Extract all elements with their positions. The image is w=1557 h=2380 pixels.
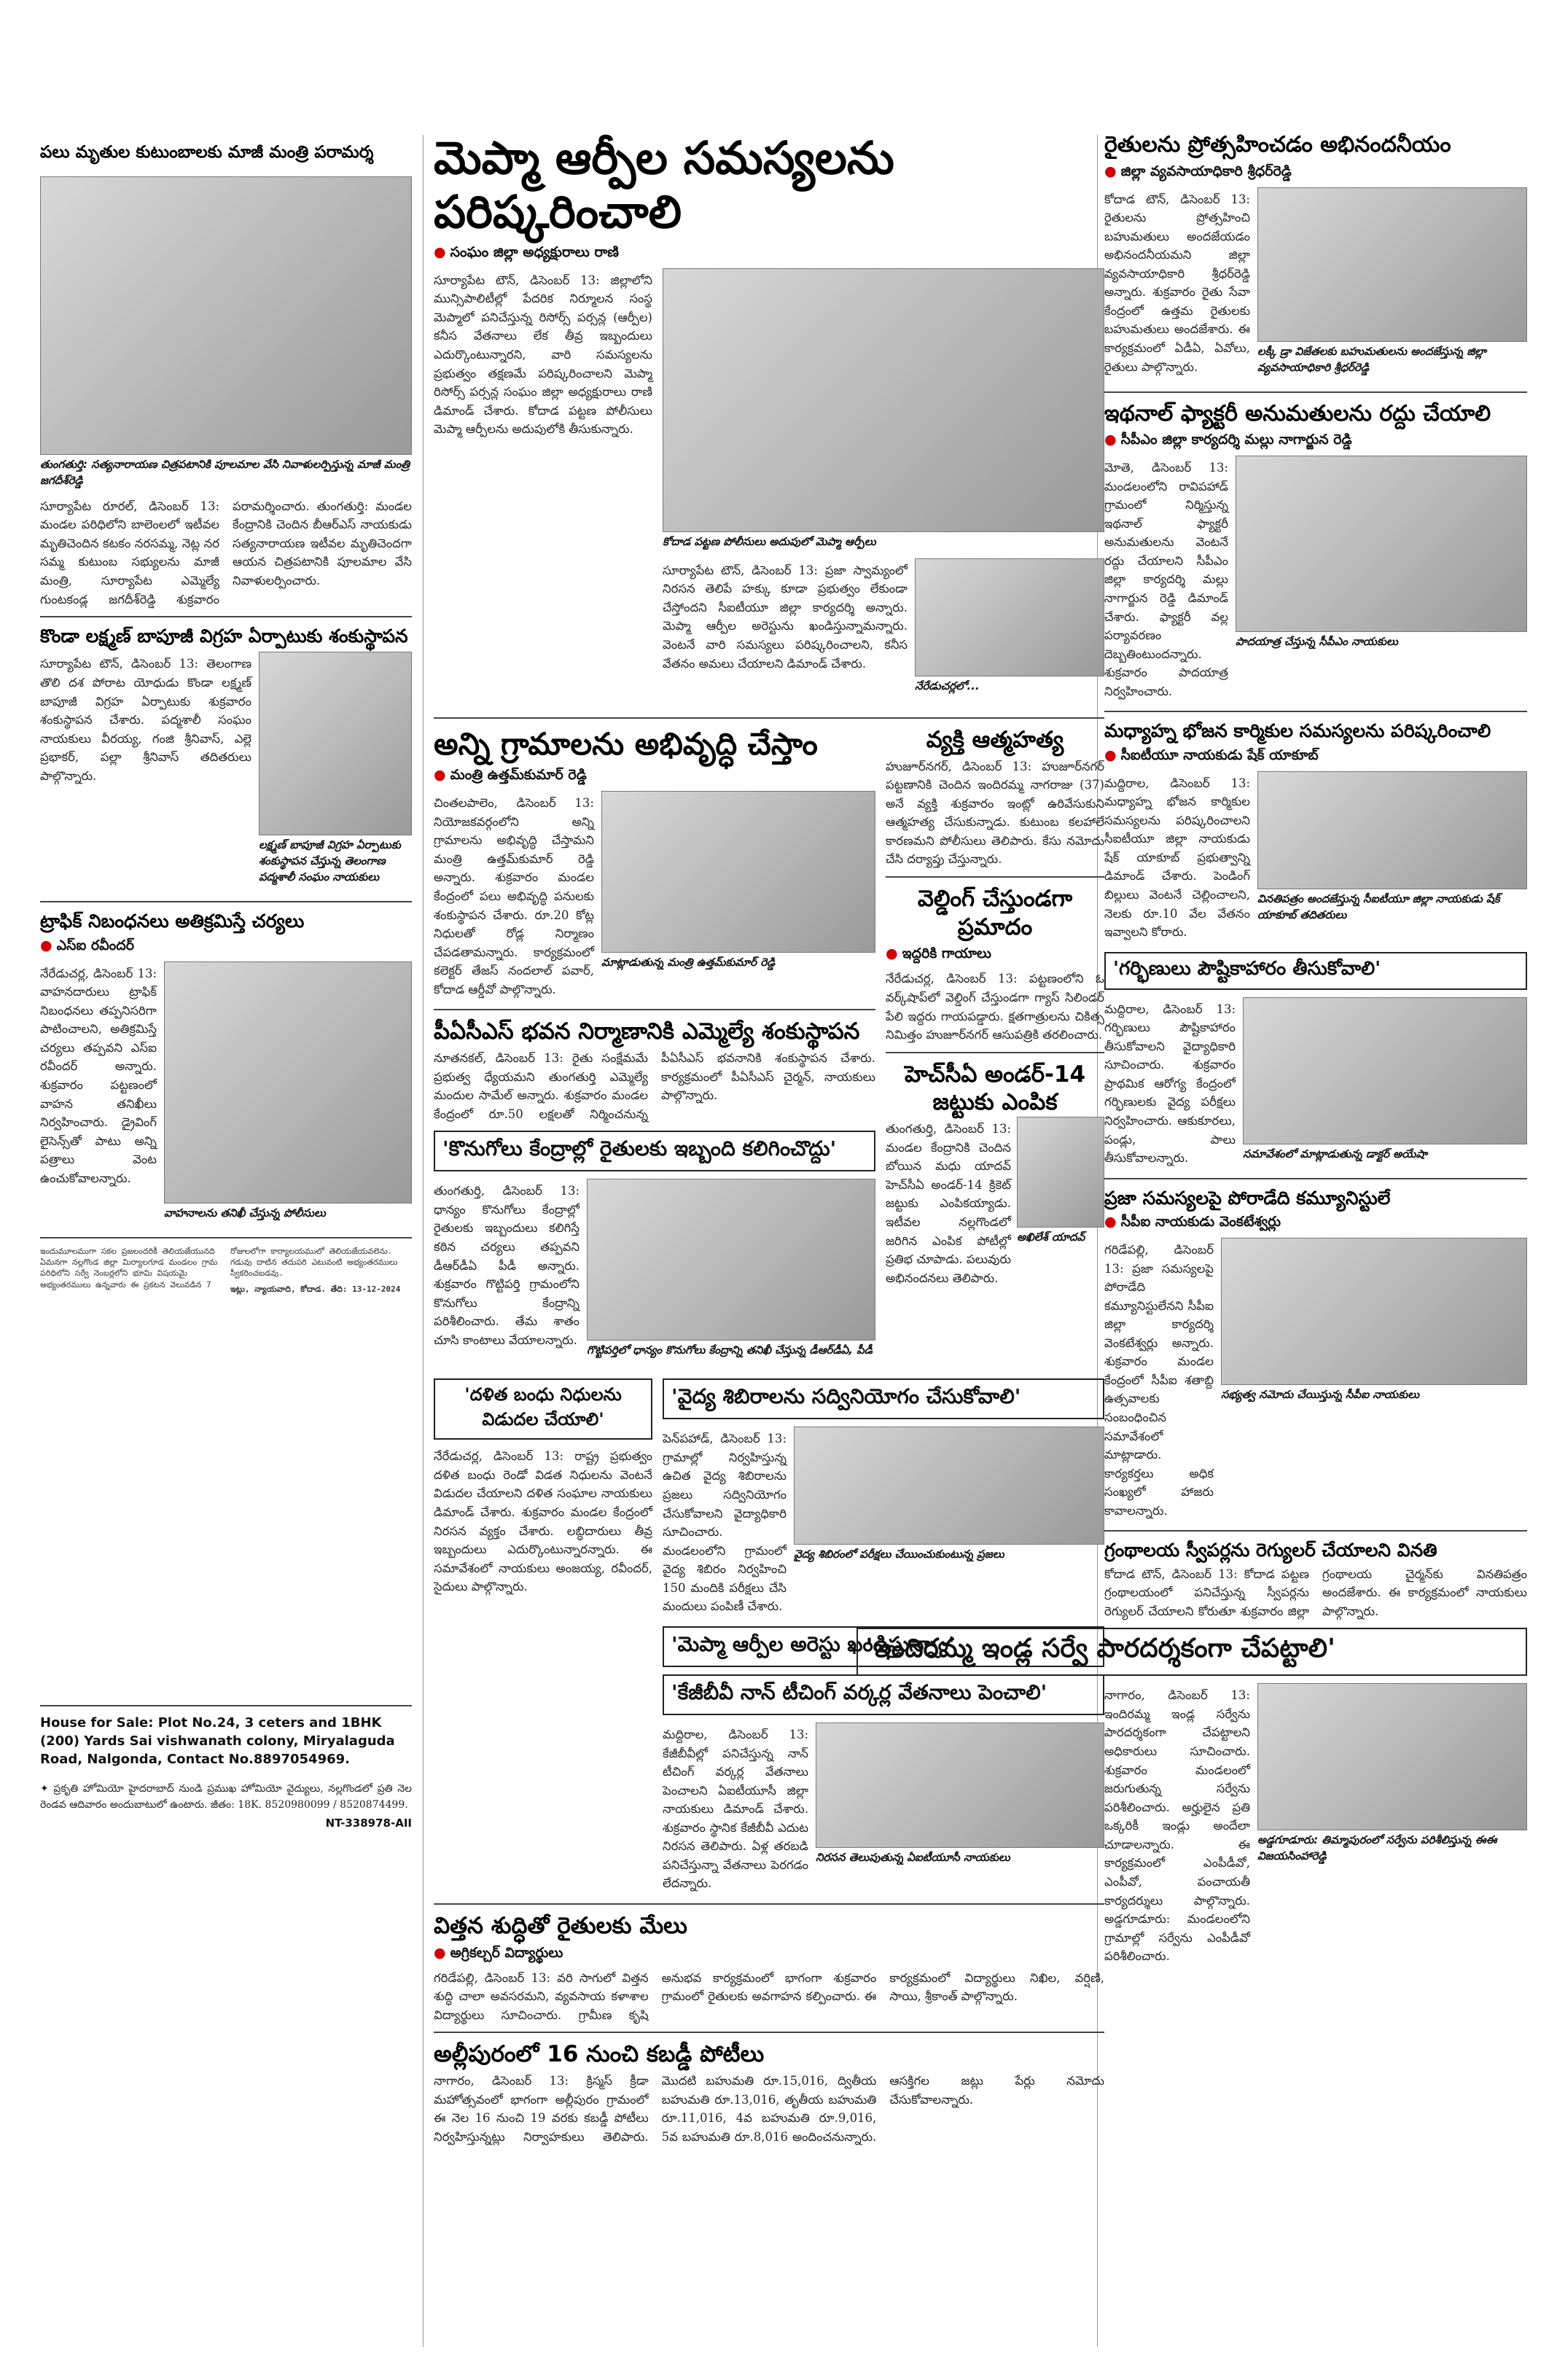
story-body: నేరేడుచర్ల, డిసెంబర్‌ 13: రాష్ట్ర ప్రభుత్వం దళిత బంధు రెండో విడత నిధులను వెంటనే విడుదల చేయాలని దళిత సంఘాల నాయకులు డిమాండ్‌ చేశారు. శుక్రవారం మండల కేంద్రంలో నిరసన వ్యక్తం చేశారు. లబ్ధిదారులు తీవ్ర ఇబ్బందులు ఎదుర్కొంటున్నారన్నారు. ఈ సమావేశంలో నాయకులు అంజయ్య, రవీందర్‌, సైదులు పాల్గొన్నారు. xyxy=(434,1449,652,1594)
story-headline: 'వైద్య శిబిరాలను సద్వినియోగం చేసుకోవాలి' xyxy=(671,1384,1021,1409)
divider xyxy=(40,1237,412,1238)
news-photo xyxy=(1257,187,1527,342)
story-headline: ఇథనాల్‌ ఫ్యాక్టరీ అనుమతులను రద్దు చేయాలి xyxy=(1104,400,1491,426)
story-body: మద్దిరాల, డిసెంబర్‌ 13: కేజీబీవీల్లో పనిచేస్తున్న నాన్‌ టీచింగ్‌ వర్కర్ల వేతనాలు పెంచాలని ఏఐటీయూసీ జిల్లా నాయకులు డిమాండ్‌ చేశారు. శుక్రవారం స్థానిక కేజీబీవీ ఎదుట నిరసన తెలిపారు. ఏళ్ల తరబడి పనిచేస్తున్నా వేతనాలు పెరగడం లేదన్నారు. xyxy=(663,1727,808,1891)
story-byline: ● జిల్లా వ్యవసాయాధికారి శ్రీధర్‌రెడ్డి xyxy=(1104,163,1292,179)
photo-caption: కోదాడ పట్టణ పోలీసులు అదుపులో మెప్మా ఆర్పీలు xyxy=(663,534,876,548)
quote-box xyxy=(663,1674,1104,1715)
story-body: కోదాడ టౌన్‌, డిసెంబర్‌ 13: రైతులను ప్రోత్సహించి బహుమతులు అందజేయడం అభినందనీయమని జిల్లా వ్యవసాయాధికారి శ్రీధర్‌రెడ్డి అన్నారు. శుక్రవారం రైతు సేవా కేంద్రంలో ఉత్తమ రైతులకు బహుమతులు అందజేశారు. ఈ కార్యక్రమంలో ఏడీఏ, ఏవోలు, రైతులు పాల్గొన్నారు. xyxy=(1104,192,1250,374)
bullet-icon: ● xyxy=(1104,163,1117,179)
news-photo xyxy=(794,1427,1104,1545)
story-byline: ● అగ్రికల్చర్‌ విద్యార్థులు xyxy=(434,1944,563,1961)
photo-caption: వైద్య శిబిరంలో పరీక్షలు చేయించుకుంటున్న ప్రజలు xyxy=(794,1548,1004,1561)
photo-caption: నిరసన తెలుపుతున్న ఏఐటీయూసీ నాయకులు xyxy=(816,1850,1010,1864)
column-divider xyxy=(423,135,424,2347)
story-headline: రైతులను ప్రోత్సహించడం అభినందనీయం xyxy=(1104,132,1451,157)
story-headline: 'కేజీబీవీ నాన్‌ టీచింగ్‌ వర్కర్ల వేతనాలు పెంచాలి' xyxy=(671,1679,1047,1704)
news-photo xyxy=(1017,1117,1104,1228)
divider xyxy=(434,2032,1104,2033)
divider xyxy=(1104,1178,1527,1179)
story-body: మోతె, డిసెంబర్‌ 13: మండలంలోని రావిపహాడ్‌ గ్రామంలో నిర్మిస్తున్న ఇథనాల్‌ ఫ్యాక్టరీ అనుమతులను వెంటనే రద్దు చేయాలని సీపీఎం జిల్లా కార్యదర్శి మల్లు నాగార్జున రెడ్డి డిమాండ్‌ చేశారు. ఫ్యాక్టరీ వల్ల పర్యావరణం దెబ్బతింటుందన్నారు. శుక్రవారం పాదయాత్ర నిర్వహించారు. xyxy=(1104,461,1228,698)
lead-headline: మెప్మా ఆర్పీల సమస్యలను పరిష్కరించాలి xyxy=(434,131,894,239)
story-headline: కొండా లక్ష్మణ్‌ బాపూజీ విగ్రహ ఏర్పాటుకు శంకుస్థాపన xyxy=(40,625,408,647)
photo-caption: నేరేడుచర్లలో... xyxy=(915,679,980,692)
story-headline: 'గర్భిణులు పౌష్టికాహారం తీసుకోవాలి' xyxy=(1113,957,1381,980)
story-headline: 'కొనుగోలు కేంద్రాల్లో రైతులకు ఇబ్బంది కలిగించొద్దు' xyxy=(442,1136,837,1161)
story-body: చింతలపాలెం, డిసెంబర్‌ 13: నియోజకవర్గంలోని అన్ని గ్రామాలను అభివృద్ధి చేస్తామని మంత్రి ఉత్తమ్‌కుమార్‌ రెడ్డి అన్నారు. శుక్రవారం మండల కేంద్రంలో పలు అభివృద్ధి పనులకు శంకుస్థాపన చేశారు. రూ.20 కోట్ల నిధులతో రోడ్ల నిర్మాణం చేపడతామన్నారు. కార్యక్రమంలో కలెక్టర్‌ తేజస్‌ నందలాల్‌ పవార్‌, కోదాడ ఆర్డీవో పాల్గొన్నారు. xyxy=(434,796,594,996)
center-column xyxy=(434,131,1104,2351)
bullet-icon: ● xyxy=(434,1944,446,1961)
story-body: మద్దిరాల, డిసెంబర్‌ 13: మధ్యాహ్న భోజన కార్మికుల సమస్యలను పరిష్కరించాలని సీఐటీయూ జిల్లా నాయకుడు షేక్‌ యాకూబ్‌ ప్రభుత్వాన్ని డిమాండ్‌ చేశారు. పెండింగ్‌ బిల్లులు వెంటనే చెల్లించాలని, నెలకు రూ.10 వేల వేతనం ఇవ్వాలని కోరారు. xyxy=(1104,776,1250,940)
news-photo xyxy=(1221,1238,1527,1385)
news-photo xyxy=(816,1722,1104,1848)
photo-caption: తుంగతుర్తి: సత్యనారాయణ చిత్రపటానికి పూలమాల వేసి నివాళులర్పిస్తున్న మాజీ మంత్రి జగదీశ్‌రెడ్డి xyxy=(40,457,410,487)
story-body: నాగారం, డిసెంబర్‌ 13: ఇందిరమ్మ ఇండ్ల సర్వేను పారదర్శకంగా చేపట్టాలని అధికారులు సూచించారు. శుక్రవారం మండలంలో జరుగుతున్న సర్వేను పరిశీలించారు. అర్హులైన ప్రతి ఒక్కరికీ ఇండ్లు అందేలా చూడాలన్నారు. ఈ కార్యక్రమంలో ఎంపీడీవో, ఎంపీవో, పంచాయతీ కార్యదర్శులు పాల్గొన్నారు. అడ్డగూడూరు: మండలంలోని గ్రామాల్లో సర్వేను ఎంపీడీవో పరిశీలించారు. xyxy=(1104,1688,1250,1964)
story-byline: ● సీపీఎం జిల్లా కార్యదర్శి మల్లు నాగార్జున రెడ్డి xyxy=(1104,432,1352,448)
photo-caption: సభ్యత్వ నమోదు చేయిస్తున్న సీపీఐ నాయకులు xyxy=(1221,1387,1420,1401)
story-body: సూర్యాపేట రూరల్‌, డిసెంబర్‌ 13: మండల పరిధిలోని బాలెంలలో ఇటీవల మృతిచెందిన కటకం నరసమ్మ, నెట్ల నర సమ్మ కుటుంబ సభ్యులను మాజీ మంత్రి, సూర్యాపేట ఎమ్మెల్యే గుంటకండ్ల జగదీశ్‌రెడ్డి శుక్రవారం పరామర్శించారు. తుంగతుర్తి: మండల కేంద్రానికి చెందిన బీఆర్‌ఎస్‌ నాయకుడు సత్యనారాయణ ఇటీవల మృతిచెందగా ఆయన చిత్రపటానికి పూలమాల వేసి నివాళులర్పించారు. xyxy=(40,499,412,606)
divider xyxy=(1104,391,1527,393)
photo-caption: లక్కీ డ్రా విజేతలకు బహుమతులను అందజేస్తున్న జిల్లా వ్యవసాయాధికారి శ్రీధర్‌రెడ్డి xyxy=(1257,344,1487,374)
ad-code: NT-338978-AII xyxy=(325,1816,412,1830)
divider xyxy=(886,876,1104,878)
divider xyxy=(1104,1530,1527,1532)
news-photo xyxy=(164,961,412,1203)
story-headline: 'దళిత బంధు నిధులను విడుదల చేయాలి' xyxy=(464,1384,622,1430)
story-headline: గ్రంథాలయ స్వీపర్లను రెగ్యులర్‌ చేయాలని వినతి xyxy=(1104,1540,1437,1561)
story-body: నాగారం, డిసెంబర్‌ 13: క్రిస్మస్‌ క్రీడా మహోత్సవంలో భాగంగా అల్లీపురం గ్రామంలో ఈ నెల 16 నుంచి 19 వరకు కబడ్డీ పోటీలు నిర్వహిస్తున్నట్లు నిర్వాహకులు తెలిపారు. మొదటి బహుమతి రూ.15,016, ద్వితీయ బహుమతి రూ.13,016, తృతీయ బహుమతి రూ.11,016, 4వ బహుమతి రూ.9,016, 5వ బహుమతి రూ.8,016 అందించనున్నారు. ఆసక్తిగల జట్లు పేర్లు నమోదు చేసుకోవాలన్నారు. xyxy=(434,2074,1104,2144)
story-byline: ● మంత్రి ఉత్తమ్‌కుమార్‌ రెడ్డి xyxy=(434,767,587,784)
legal-notice: ఇందుమూలముగా సకల ప్రజలందరికీ తెలియజేయునది ఏమనగా నల్లగొండ జిల్లా మిర్యాలగూడ మండలం గ్రామ పరిధిలోని సర్వే నెంబర్లలోని భూమి విషయమై అభ్యంతరములు ఉన్నవారు ఈ ప్రకటన వెలువడిన 7 రోజులలోగా కార్యాలయములో తెలియజేయవలెను. గడువు దాటిన తదుపరి ఎటువంటి అభ్యంతరములు స్వీకరించబడవు. ఇట్లు, న్యాయవాది, కోదాడ. తేది: 13-12-2024 xyxy=(40,1246,401,1294)
story-body: తుంగతుర్తి, డిసెంబర్‌ 13: మండల కేంద్రానికి చెందిన బోయిన మధు యాదవ్‌ హెచ్‌సీఏ అండర్‌-14 క్రికెట్‌ జట్టుకు ఎంపికయ్యాడు. ఇటీవల నల్లగొండలో జరిగిన ఎంపిక పోటీల్లో ప్రతిభ చూపాడు. పలువురు అభినందనలు తెలిపారు. xyxy=(886,1122,1011,1285)
story-body: నేరేడుచర్ల, డిసెంబర్‌ 13: పట్టణంలోని ఓ వర్క్‌షాప్‌లో వెల్డింగ్‌ చేస్తుండగా గ్యాస్‌ సిలిండర్‌ పేలి ఇద్దరు గాయపడ్డారు. క్షతగాత్రులను చికిత్స నిమిత్తం హుజూర్‌నగర్‌ ఆసుపత్రికి తరలించారు. xyxy=(886,972,1104,1042)
classified-ad: House for Sale: Plot No.24, 3 ceters and 1BHK (200) Yards Sai vishwanath colony, Miryalaguda Road, Nalgonda, Contact No.8897054969. xyxy=(40,1714,395,1767)
divider xyxy=(434,1009,875,1010)
divider xyxy=(434,717,1104,719)
divider xyxy=(886,1052,1104,1053)
photo-caption: వినతిపత్రం అందజేస్తున్న సీఐటీయూ జిల్లా నాయకుడు షేక్‌ యాకూబ్‌ తదితరులు xyxy=(1257,891,1500,921)
story-byline: ● ఇద్దరికి గాయాలు xyxy=(886,945,991,962)
divider xyxy=(40,1705,412,1706)
story-byline: ● ఎస్‌ఐ రవీందర్‌ xyxy=(40,937,134,953)
story-body: తుంగతుర్తి, డిసెంబర్‌ 13: ధాన్యం కొనుగోలు కేంద్రాల్లో రైతులకు ఇబ్బందులు కలిగిస్తే కఠిన చర్యలు తప్పవని డీఆర్‌డీఏ పీడీ అన్నారు. శుక్రవారం గొట్టిపర్తి గ్రామంలోని కొనుగోలు కేంద్రాన్ని పరిశీలించారు. తేమ శాతం చూసి కాంటాలు వేయాలన్నారు. xyxy=(434,1184,580,1347)
story-headline: 'ఇందిరమ్మ ఇండ్ల సర్వే పారదర్శకంగా చేపట్టాలి' xyxy=(865,1634,1336,1664)
story-headline: పలు మృతుల కుటుంబాలకు మాజీ మంత్రి పరామర్శ xyxy=(40,143,374,162)
story-body: హుజూర్‌నగర్‌, డిసెంబర్‌ 13: హుజూర్‌నగర్‌ పట్టణానికి చెందిన ఇందిరమ్మ నాగరాజు (37) అనే వ్యక్తి శుక్రవారం ఇంట్లో ఉరివేసుకుని ఆత్మహత్య చేసుకున్నాడు. కుటుంబ కలహాలే కారణమని పోలీసులు తెలిపారు. కేసు నమోదు చేసి దర్యాప్తు చేస్తున్నారు. xyxy=(886,759,1104,867)
bullet-icon: ● xyxy=(40,937,52,953)
story-headline: విత్తన శుద్ధితో రైతులకు మేలు xyxy=(434,1913,687,1940)
divider xyxy=(40,616,412,617)
news-photo xyxy=(915,558,1104,676)
photo-caption: మాట్లాడుతున్న మంత్రి ఉత్తమ్‌కుమార్‌ రెడ్డి xyxy=(601,956,776,969)
story-body: సూర్యాపేట టౌన్‌, డిసెంబర్‌ 13: జిల్లాలోని మున్సిపాలిటీల్లో పేదరిక నిర్మూలన సంస్థ మెప్మాలో పనిచేస్తున్న రిసోర్స్‌ పర్సన్ల (ఆర్పీల) కనీస వేతనాలు లేక తీవ్ర ఇబ్బందులు ఎదుర్కొంటున్నారని, వారి సమస్యలను ప్రభుత్వం తక్షణమే పరిష్కరించాలని మెప్మా రిసోర్స్‌ పర్సన్ల సంఘం జిల్లా అధ్యక్షురాలు రాణి డిమాండ్‌ చేశారు. కోదాడ పట్టణ పోలీసులు మెప్మా ఆర్పీలను అదుపులోకి తీసుకున్నారు. xyxy=(434,273,652,437)
story-byline: ● సంఘం జిల్లా అధ్యక్షురాలు రాణి xyxy=(434,243,619,260)
news-photo xyxy=(587,1179,875,1341)
story-body: గరిడేపల్లి, డిసెంబర్‌ 13: వరి సాగులో విత్తన శుద్ధి చాలా అవసరమని, వ్యవసాయ కళాశాల విద్యార్థులు సూచించారు. గ్రామీణ కృషి అనుభవ కార్యక్రమంలో భాగంగా శుక్రవారం గ్రామంలో రైతులకు అవగాహన కల్పించారు. ఈ కార్యక్రమంలో విద్యార్థులు నిఖిల, వర్షిణి, సాయి, శ్రీకాంత్‌ పాల్గొన్నారు. xyxy=(434,1970,1104,2022)
photo-caption: లక్ష్మణ్‌ బాపూజీ విగ్రహ ఏర్పాటుకు శంకుస్థాపన చేస్తున్న తెలంగాణ పద్మశాలీ సంఘం నాయకులు xyxy=(259,838,401,884)
divider xyxy=(40,901,412,902)
story-headline: హెచ్‌సీఏ అండర్‌-14 జట్టుకు ఎంపిక xyxy=(904,1061,1086,1116)
quote-box xyxy=(856,1628,1527,1676)
photo-caption: సమావేశంలో మాట్లాడుతున్న డాక్టర్‌ అయేషా xyxy=(1243,1147,1427,1160)
story-headline: అల్లీపురంలో 16 నుంచి కబడ్డీ పోటీలు xyxy=(434,2041,765,2068)
quote-box xyxy=(434,1131,875,1171)
story-headline: అన్ని గ్రామాలను అభివృద్ధి చేస్తాం xyxy=(434,725,818,762)
story-body: నేరేడుచర్ల, డిసెంబర్‌ 13: వాహనదారులు ట్రాఫిక్‌ నిబంధనలు తప్పనిసరిగా పాటించాలని, అతిక్రమిస్తే చర్యలు తప్పవని ఎస్‌ఐ రవీందర్‌ అన్నారు. శుక్రవారం పట్టణంలో వాహన తనిఖీలు నిర్వహించారు. డ్రైవింగ్‌ లైసెన్స్‌తో పాటు అన్ని పత్రాలు వెంట ఉంచుకోవాలన్నారు. xyxy=(40,966,157,1185)
story-headline: ప్రజా సమస్యలపై పోరాడేది కమ్యూనిస్టులే xyxy=(1104,1187,1391,1209)
story-byline: ● సీఐటీయూ నాయకుడు షేక్‌ యాకూబ్‌ xyxy=(1104,746,1319,763)
story-body: గరిడేపల్లి, డిసెంబర్‌ 13: ప్రజా సమస్యలపై పోరాడేది కమ్యూనిస్టులేనని సీపీఐ జిల్లా కార్యదర్శి వెంకటేశ్వర్లు అన్నారు. శుక్రవారం మండల కేంద్రంలో సీపీఐ శతాబ్ది ఉత్సవాలకు సంబంధించిన సమావేశంలో మాట్లాడారు. కార్యకర్తలు అధిక సంఖ్యలో హాజరు కావాలన్నారు. xyxy=(1104,1242,1214,1518)
news-photo xyxy=(40,176,412,455)
photo-caption: అడ్డగూడూరు: తిమ్మాపురంలో సర్వేను పరిశీలిస్తున్న ఈఈ విజయసింహారెడ్డి xyxy=(1257,1833,1497,1863)
left-column xyxy=(40,131,412,2351)
story-headline: వెల్డింగ్‌ చేస్తుండగా ప్రమాదం xyxy=(917,885,1073,940)
news-photo xyxy=(1243,997,1527,1144)
quote-box xyxy=(663,1378,1104,1419)
story-body: మద్దిరాల, డిసెంబర్‌ 13: గర్భిణులు పౌష్టికాహారం తీసుకోవాలని వైద్యాధికారి సూచించారు. శుక్రవారం ప్రాథమిక ఆరోగ్య కేంద్రంలో గర్భిణులకు వైద్య పరీక్షలు నిర్వహించారు. ఆకుకూరలు, పండ్లు, పాలు తీసుకోవాలన్నారు. xyxy=(1104,1002,1236,1166)
bullet-icon: ● xyxy=(1104,432,1117,448)
story-body: నూతనకల్‌, డిసెంబర్‌ 13: రైతు సంక్షేమమే ప్రభుత్వ ధ్యేయమని తుంగతుర్తి ఎమ్మెల్యే మందుల సామేల్‌ అన్నారు. శుక్రవారం మండల కేంద్రంలో రూ.50 లక్షలతో నిర్మించనున్న పీఏసీఎస్‌ భవనానికి శంకుస్థాపన చేశారు. కార్యక్రమంలో పీఏసీఎస్‌ చైర్మన్‌, నాయకులు పాల్గొన్నారు. xyxy=(434,1051,875,1121)
news-photo xyxy=(259,652,412,835)
story-body: సూర్యాపేట టౌన్‌, డిసెంబర్‌ 13: ప్రజా స్వామ్యంలో నిరసన తెలిపే హక్కు కూడా ప్రభుత్వం లేకుండా చేస్తోందని సీఐటీయూ జిల్లా కార్యదర్శి అన్నారు. మెప్మా ఆర్పీల అరెస్టును ఖండిస్తున్నామన్నారు. వెంటనే వారి సమస్యలు పరిష్కరించాలని, కనీస వేతనం అమలు చేయాలని డిమాండ్‌ చేశారు. xyxy=(663,563,908,671)
quote-box xyxy=(434,1378,652,1440)
news-photo xyxy=(663,268,1104,532)
story-byline: ● సీపీఐ నాయకుడు వెంకటేశ్వర్లు xyxy=(1104,1213,1281,1230)
story-headline: వ్యక్తి ఆత్మహత్య xyxy=(926,726,1064,753)
story-body: సూర్యాపేట టౌన్‌, డిసెంబర్‌ 13: తెలంగాణ తొలి దశ పోరాట యోధుడు కొండా లక్ష్మణ్‌ బాపూజీ విగ్రహ ఏర్పాటుకు శుక్రవారం శంకుస్థాపన చేశారు. పద్మశాలీ సంఘం నాయకులు వీరయ్య, గంజి శ్రీనివాస్‌, ఎల్లె ప్రభాకర్‌, పల్లా శ్రీనివాస్‌ తదితరులు పాల్గొన్నారు. xyxy=(40,657,251,783)
story-body: పెన్‌పహాడ్‌, డిసెంబర్‌ 13: గ్రామాల్లో నిర్వహిస్తున్న ఉచిత వైద్య శిబిరాలను ప్రజలు సద్వినియోగం చేసుకోవాలని వైద్యాధికారి సూచించారు. మండలంలోని గ్రామంలో వైద్య శిబిరం నిర్వహించి 150 మందికి పరీక్షలు చేసి మందులు పంపిణీ చేశారు. xyxy=(663,1432,787,1614)
story-headline: 'మెప్మా ఆర్పీల అరెస్టు ఖండిస్తున్నాం' xyxy=(671,1631,955,1656)
news-photo xyxy=(1257,1683,1527,1830)
photo-caption: పాదయాత్ర చేస్తున్న సీపీఎం నాయకులు xyxy=(1236,635,1398,648)
classified-ad: ✦ ప్రకృతి హోమియో హైదరాబాద్‌ నుండి ప్రముఖ హోమియో వైద్యులు, నల్లగొండలో ప్రతి నెల రెండవ ఆదివారం అందుబాటులో ఉంటారు. జీతం: 18K. 8520980099 / 8520874499. xyxy=(40,1783,412,1811)
news-photo xyxy=(601,791,875,953)
story-headline: ట్రాఫిక్‌ నిబంధనలు అతిక్రమిస్తే చర్యలు xyxy=(40,910,305,932)
news-photo xyxy=(1236,456,1527,632)
story-headline: పీఏసీఎస్‌ భవన నిర్మాణానికి ఎమ్మెల్యే శంకుస్థాపన xyxy=(434,1018,860,1045)
bullet-icon: ● xyxy=(434,767,446,784)
divider xyxy=(434,1903,1104,1905)
photo-caption: వాహనాలను తనిఖీ చేస్తున్న పోలీసులు xyxy=(164,1206,326,1220)
bullet-icon: ● xyxy=(1104,746,1117,763)
quote-box xyxy=(1104,952,1527,990)
photo-caption: గొట్టిపర్తిలో ధాన్యం కొనుగోలు కేంద్రాన్ని తనిఖీ చేస్తున్న డీఆర్‌డీఏ, పీడీ xyxy=(587,1343,873,1357)
story-body: కోదాడ టౌన్‌, డిసెంబర్‌ 13: కోదాడ పట్టణ గ్రంథాలయంలో పనిచేస్తున్న స్వీపర్లను రెగ్యులర్‌ చేయాలని కోరుతూ శుక్రవారం జిల్లా గ్రంథాలయ చైర్మన్‌కు వినతిపత్రం అందజేశారు. ఈ కార్యక్రమంలో నాయకులు పాల్గొన్నారు. xyxy=(1104,1566,1527,1618)
photo-caption: అఖిలేశ్‌ యాదవ్‌ xyxy=(1017,1230,1085,1244)
bullet-icon: ● xyxy=(886,945,898,962)
bullet-icon: ● xyxy=(434,243,446,260)
bullet-icon: ● xyxy=(1104,1213,1117,1230)
story-headline: మధ్యాహ్న భోజన కార్మికుల సమస్యలను పరిష్కరించాలి xyxy=(1104,720,1491,742)
news-photo xyxy=(1257,771,1527,889)
divider xyxy=(1104,711,1527,712)
